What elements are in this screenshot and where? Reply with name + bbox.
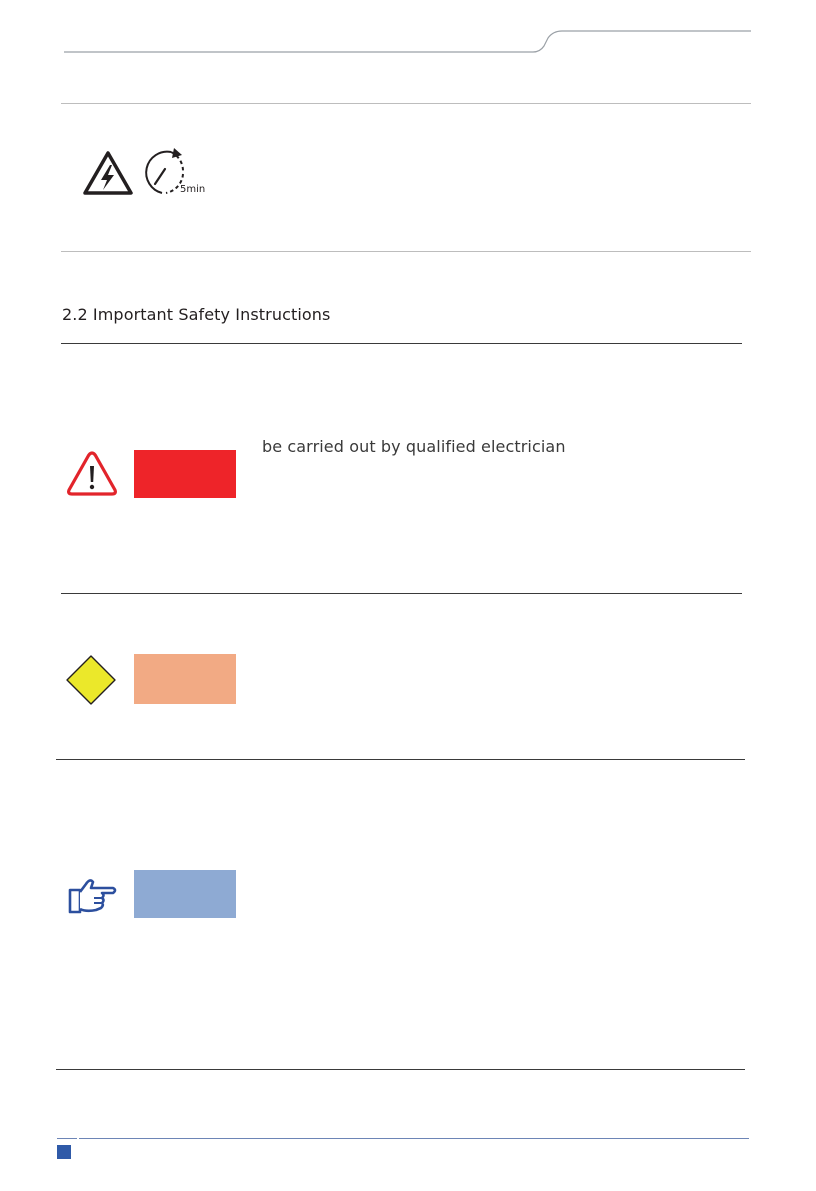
note-bottom-rule: [56, 1069, 745, 1070]
caution-label-box: [134, 654, 236, 704]
timer-label: 5min: [180, 184, 206, 195]
note-label-box: [134, 870, 236, 918]
caution-bottom-rule: [56, 759, 745, 760]
danger-label-box: [134, 450, 236, 498]
footer-marker: [57, 1145, 71, 1159]
danger-text: be carried out by qualified electrician: [262, 437, 566, 456]
header-tab-line: [0, 0, 816, 60]
yellow-diamond-icon: [65, 654, 117, 706]
section-title-rule: [61, 343, 742, 344]
exclamation-triangle-icon: [66, 450, 118, 498]
pointing-hand-icon: [66, 874, 118, 918]
panel-bottom-rule: [61, 251, 751, 252]
footer-rule: [79, 1138, 749, 1139]
panel-top-rule: [61, 103, 751, 104]
footer-rule-left: [57, 1138, 77, 1139]
danger-bottom-rule: [61, 593, 742, 594]
high-voltage-icon: [82, 150, 134, 196]
section-title: 2.2 Important Safety Instructions: [62, 305, 331, 324]
